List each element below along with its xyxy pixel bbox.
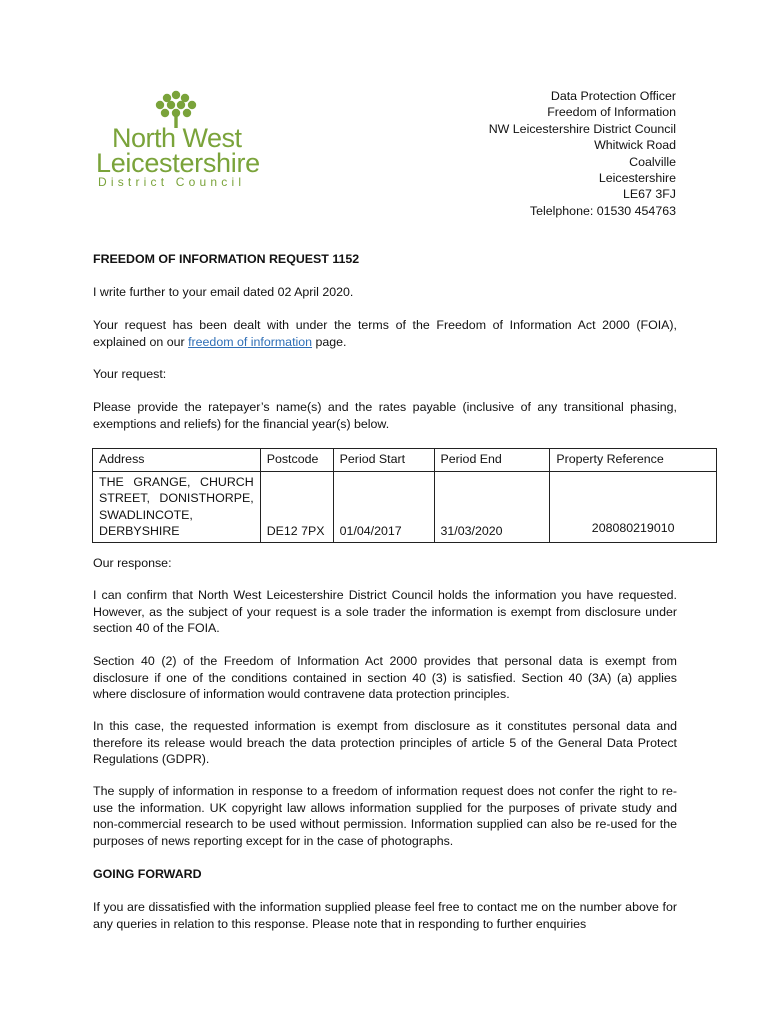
response-paragraph-4: The supply of information in response to a freedom of information request does not confer the right to re-use the information. UK copyright law allows information supplied for the purposes of private study and non-commercial research to be used without permission. Information supplied can also be re-used for the purposes of news reporting except for in the case of photographs. [93, 784, 677, 848]
foia-paragraph [93, 317, 677, 350]
table-header-row [93, 449, 717, 472]
logo-line-district-council: District Council [98, 175, 246, 189]
request-text: Please provide the ratepayer’s name(s) and the rates payable (inclusive of any transitional phasing, exemptions and reliefs) for the financial year(s) below. [93, 400, 677, 431]
table-row [93, 472, 717, 543]
freedom-of-information-link[interactable]: freedom of information [188, 334, 313, 349]
going-forward-heading: GOING FORWARD [93, 867, 202, 881]
response-paragraph-3: In this case, the requested information is exempt from disclosure as it constitutes personal data and therefore its release would breach the data protection principles of article 5 of the General Data Protect Regulations (GDPR). [93, 719, 677, 767]
your-request-label: Your request: [93, 367, 167, 381]
header-period-start: Period Start [333, 449, 434, 472]
address-line: Whitwick Road [594, 138, 676, 153]
address-line: Freedom of Information [547, 105, 676, 120]
cell-postcode: DE12 7PX [260, 472, 333, 543]
header-period-end: Period End [434, 449, 550, 472]
address-line: NW Leicestershire District Council [488, 121, 676, 136]
cell-property-reference: 208080219010 [550, 472, 717, 543]
response-paragraph-2: Section 40 (2) of the Freedom of Information Act 2000 provides that personal data is exempt from disclosure if one of the conditions contained in section 40 (3) is satisfied. Section 40 (3A) (a) applies where disclosure of information would contravene data protection principles. [93, 654, 677, 702]
header-postcode: Postcode [260, 449, 333, 472]
cell-period-start: 01/04/2017 [333, 472, 434, 543]
address-line: Telelphone: 01530 454763 [529, 203, 676, 218]
address-line: LE67 3FJ [622, 187, 676, 202]
going-forward-paragraph: If you are dissatisfied with the information supplied please feel free to contact me on the number above for any queries in relation to this response. Please note that in responding to further enquiries [93, 900, 677, 931]
header-property-reference: Property Reference [550, 449, 717, 472]
cell-period-end: 31/03/2020 [434, 472, 550, 543]
council-logo [96, 90, 296, 190]
foia-text-after: page. [312, 334, 347, 349]
our-response-label: Our response: [93, 556, 172, 570]
logo-line-north-west: North West [112, 123, 242, 153]
foia-text-before: Your request has been dealt with under the terms of the Freedom of Information Act 2000 (FOIA), explained on our [93, 318, 677, 349]
sender-address [489, 88, 676, 219]
header-address: Address [93, 449, 261, 472]
address-line: Coalville [629, 154, 676, 169]
intro-paragraph: I write further to your email dated 02 April 2020. [93, 285, 354, 299]
address-line: Data Protection Officer [550, 89, 676, 103]
address-line: Leicestershire [598, 171, 676, 186]
request-table [92, 448, 717, 543]
logo-line-leicestershire: Leicestershire [96, 148, 260, 178]
response-paragraph-1: I can confirm that North West Leicestershire District Council holds the information you have requested. However, as the subject of your request is a sole trader the information is exempt from disclosure under section 40 of the FOIA. [93, 588, 677, 636]
cell-address: THE GRANGE, CHURCH STREET, DONISTHORPE, SWADLINCOTE, DERBYSHIRE [93, 472, 261, 543]
request-heading: FREEDOM OF INFORMATION REQUEST 1152 [93, 252, 360, 266]
